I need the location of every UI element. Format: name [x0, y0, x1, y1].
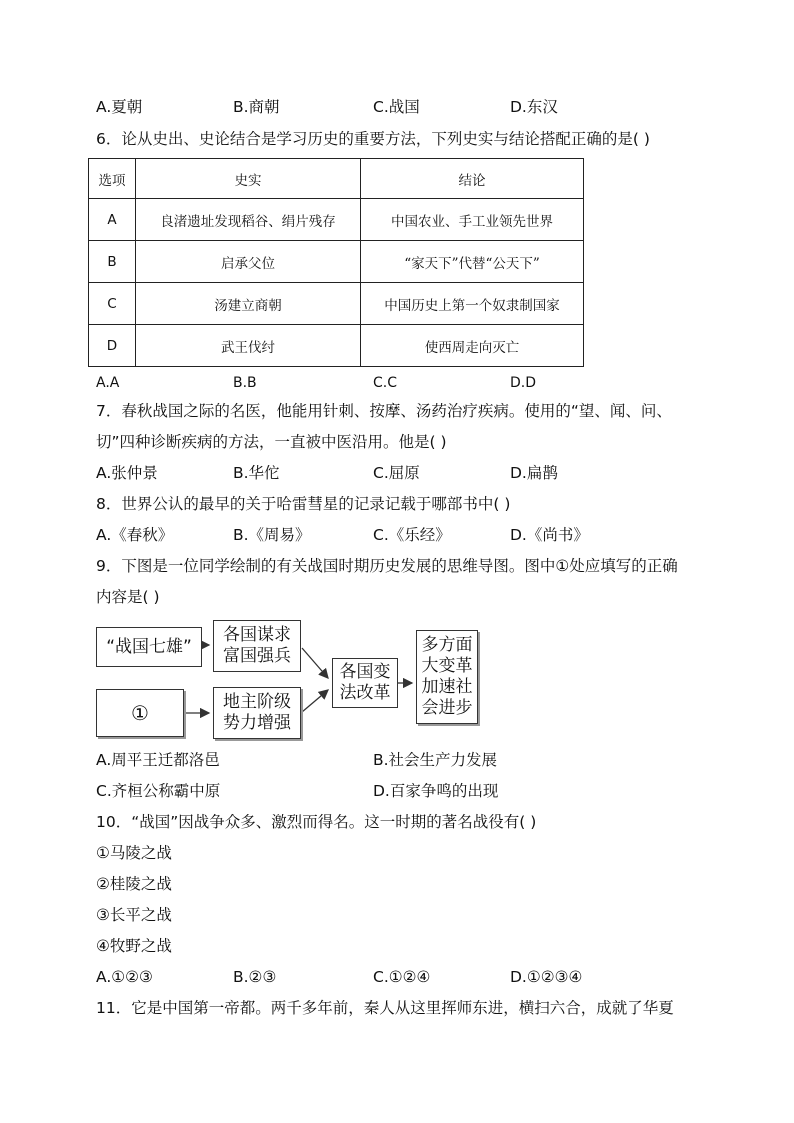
- q11-stem: 11．它是中国第一帝都。两千多年前，秦人从这里挥师东进，横扫六合，成就了华夏: [96, 999, 674, 1017]
- table-cell-option: A: [89, 199, 136, 241]
- table-cell-option: C: [89, 283, 136, 325]
- q6-option-d[interactable]: D.D: [510, 375, 537, 391]
- q8-option-a[interactable]: A.《春秋》: [96, 526, 174, 544]
- table-cell-conclusion: 中国历史上第一个奴隶制国家: [361, 283, 584, 325]
- box-landlord-power: [213, 687, 301, 739]
- box-great-change-line2: 大变革: [421, 656, 473, 676]
- q9-stem-line2: 内容是( ): [96, 588, 160, 606]
- box-great-change: [416, 630, 478, 724]
- q7-option-d[interactable]: D.扁鹊: [510, 464, 558, 482]
- q5-option-a[interactable]: A.夏朝: [96, 98, 143, 116]
- box-seek-wealth-line1: 各国谋求: [223, 625, 291, 645]
- q6-option-b[interactable]: B.B: [233, 375, 257, 391]
- q9-option-d[interactable]: D.百家争鸣的出现: [373, 782, 499, 800]
- table-cell-fact: 武王伐纣: [136, 325, 361, 367]
- q7-stem-line2: 切”四种诊断疾病的方法，一直被中医沿用。他是( ): [96, 433, 447, 451]
- table-cell-fact: 良渚遗址发现稻谷、绢片残存: [136, 199, 361, 241]
- box-reforms-line1: 各国变: [339, 662, 391, 682]
- q6-option-a[interactable]: A.A: [96, 375, 120, 391]
- box-landlord-power-line1: 地主阶级: [223, 692, 291, 712]
- table-header-option: 选项: [89, 159, 136, 199]
- box-reforms-line2: 法改革: [339, 683, 391, 703]
- table-cell-option: B: [89, 241, 136, 283]
- q7-option-a[interactable]: A.张仲景: [96, 464, 158, 482]
- arrow-3: [302, 648, 328, 678]
- arrow-4: [302, 690, 328, 712]
- q8-option-b[interactable]: B.《周易》: [233, 526, 311, 544]
- table-row: [89, 283, 584, 325]
- q8-option-c[interactable]: C.《乐经》: [373, 526, 451, 544]
- q10-option-b[interactable]: B.②③: [233, 968, 277, 986]
- q9-option-b[interactable]: B.社会生产力发展: [373, 751, 498, 769]
- q10-item-1: ①马陵之战: [96, 844, 172, 862]
- box-blank-1: [96, 689, 184, 737]
- table-header-conclusion: 结论: [361, 159, 584, 199]
- q7-option-c[interactable]: C.屈原: [373, 464, 420, 482]
- box-seek-wealth-line2: 富国强兵: [223, 646, 291, 666]
- table-cell-conclusion: 使西周走向灭亡: [361, 325, 584, 367]
- q6-option-c[interactable]: C.C: [373, 375, 398, 391]
- box-great-change-line1: 多方面: [421, 635, 473, 655]
- table-cell-fact: 启承父位: [136, 241, 361, 283]
- table-cell-conclusion: “家天下”代替“公天下”: [361, 241, 584, 283]
- box-warring-states-seven-text: “战国七雄”: [106, 636, 192, 657]
- q9-option-c[interactable]: C.齐桓公称霸中原: [96, 782, 221, 800]
- box-warring-states-seven: [96, 627, 202, 667]
- table-row: [89, 325, 584, 367]
- q5-option-b[interactable]: B.商朝: [233, 98, 280, 116]
- box-great-change-line3: 加速社: [421, 677, 473, 697]
- q5-option-c[interactable]: C.战国: [373, 98, 420, 116]
- q10-item-3: ③长平之战: [96, 906, 172, 924]
- q9-stem-line1: 9．下图是一位同学绘制的有关战国时期历史发展的思维导图。图中①处应填写的正确: [96, 557, 678, 575]
- q10-option-c[interactable]: C.①②④: [373, 968, 431, 986]
- table-row: [89, 241, 584, 283]
- table-row: [89, 199, 584, 241]
- q5-option-d[interactable]: D.东汉: [510, 98, 558, 116]
- table-header-fact: 史实: [136, 159, 361, 199]
- q10-option-a[interactable]: A.①②③: [96, 968, 153, 986]
- q10-option-d[interactable]: D.①②③④: [510, 968, 583, 986]
- mind-map: [96, 620, 480, 742]
- q8-stem: 8．世界公认的最早的关于哈雷彗星的记录记载于哪部书中( ): [96, 495, 511, 513]
- table-cell-conclusion: 中国农业、手工业领先世界: [361, 199, 584, 241]
- q7-option-b[interactable]: B.华佗: [233, 464, 280, 482]
- q10-item-2: ②桂陵之战: [96, 875, 172, 893]
- box-blank-1-text: ①: [131, 700, 149, 725]
- q6-stem: 6．论从史出、史论结合是学习历史的重要方法，下列史实与结论搭配正确的是( ): [96, 130, 650, 148]
- q8-option-d[interactable]: D.《尚书》: [510, 526, 589, 544]
- box-landlord-power-line2: 势力增强: [223, 713, 291, 733]
- q9-option-a[interactable]: A.周平王迁都洛邑: [96, 751, 220, 769]
- q7-stem-line1: 7．春秋战国之际的名医，他能用针刺、按摩、汤药治疗疾病。使用的“望、闻、问、: [96, 402, 672, 420]
- q10-item-4: ④牧野之战: [96, 937, 172, 955]
- box-reforms: [332, 658, 398, 708]
- table-cell-option: D: [89, 325, 136, 367]
- box-seek-wealth: [213, 620, 301, 672]
- box-great-change-line4: 会进步: [421, 698, 473, 718]
- q6-table: [88, 158, 584, 367]
- table-cell-fact: 汤建立商朝: [136, 283, 361, 325]
- q10-stem: 10．“战国”因战争众多、激烈而得名。这一时期的著名战役有( ): [96, 813, 537, 831]
